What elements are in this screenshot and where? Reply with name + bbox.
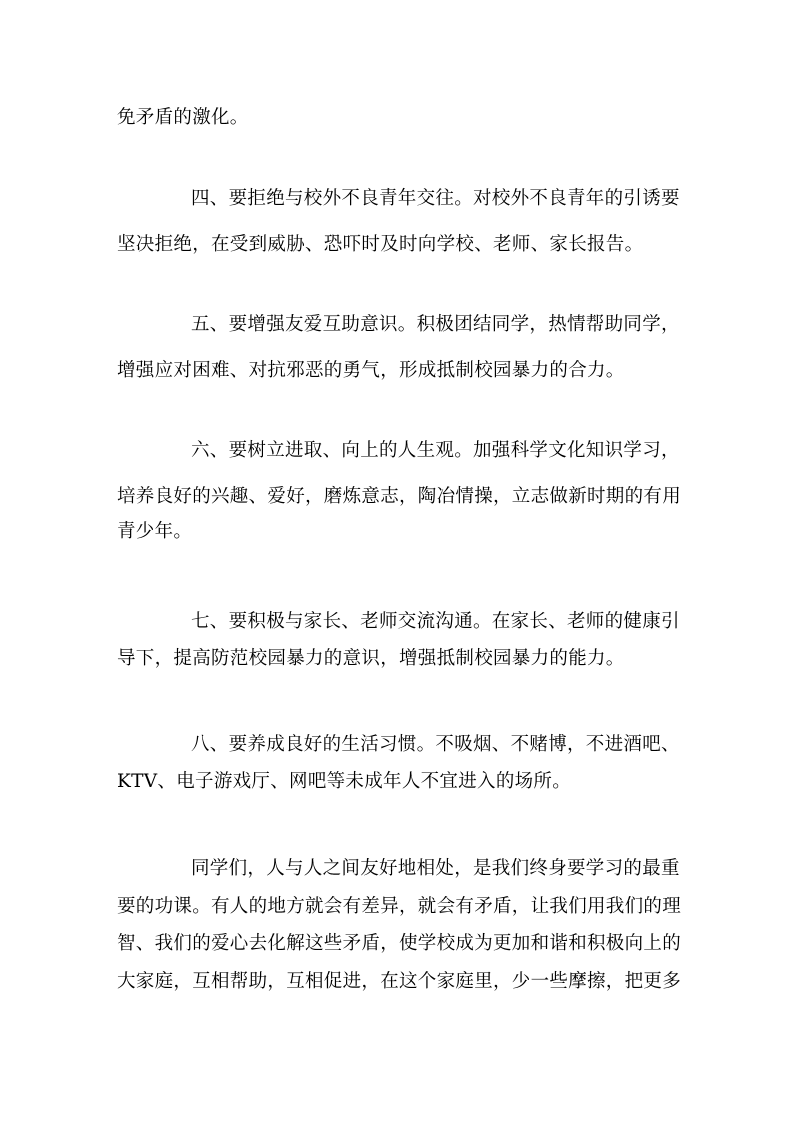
paragraph-7-line-2: 要的功课。有人的地方就会有差异，就会有矛盾，让我们用我们的理 — [117, 896, 682, 917]
paragraph-7-line-1: 同学们，人与人之间友好地相处，是我们终身要学习的最重 — [191, 858, 680, 879]
paragraph-6-line-2: KTV、电子游戏厅、网吧等未成年人不宜进入的场所。 — [117, 771, 572, 792]
paragraph-7-line-4: 大家庭，互相帮助，互相促进，在这个家庭里，少一些摩擦，把更多 — [117, 971, 682, 992]
paragraph-3-line-2: 增强应对困难、对抗邪恶的勇气，形成抵制校园暴力的合力。 — [117, 360, 625, 381]
paragraph-5-line-2: 导下，提高防范校园暴力的意识，增强抵制校园暴力的能力。 — [117, 648, 625, 669]
paragraph-4-line-2: 培养良好的兴趣、爱好，磨炼意志，陶冶情操，立志做新时期的有用 — [117, 486, 682, 507]
paragraph-7-line-3: 智、我们的爱心去化解这些矛盾，使学校成为更加和谐和积极向上的 — [117, 933, 682, 954]
paragraph-2-line-1: 四、要拒绝与校外不良青年交往。对校外不良青年的引诱要 — [191, 188, 680, 209]
paragraph-5-line-1: 七、要积极与家长、老师交流沟通。在家长、老师的健康引 — [191, 611, 680, 632]
paragraph-3-line-1: 五、要增强友爱互助意识。积极团结同学，热情帮助同学， — [191, 314, 680, 335]
paragraph-1-line-1: 免矛盾的激化。 — [117, 107, 249, 128]
paragraph-6-line-1: 八、要养成良好的生活习惯。不吸烟、不赌博，不进酒吧、 — [191, 734, 680, 755]
paragraph-4-line-3: 青少年。 — [117, 521, 193, 542]
paragraph-4-line-1: 六、要树立进取、向上的人生观。加强科学文化知识学习， — [191, 440, 680, 461]
paragraph-2-line-2: 坚决拒绝，在受到威胁、恐吓时及时向学校、老师、家长报告。 — [117, 234, 644, 255]
